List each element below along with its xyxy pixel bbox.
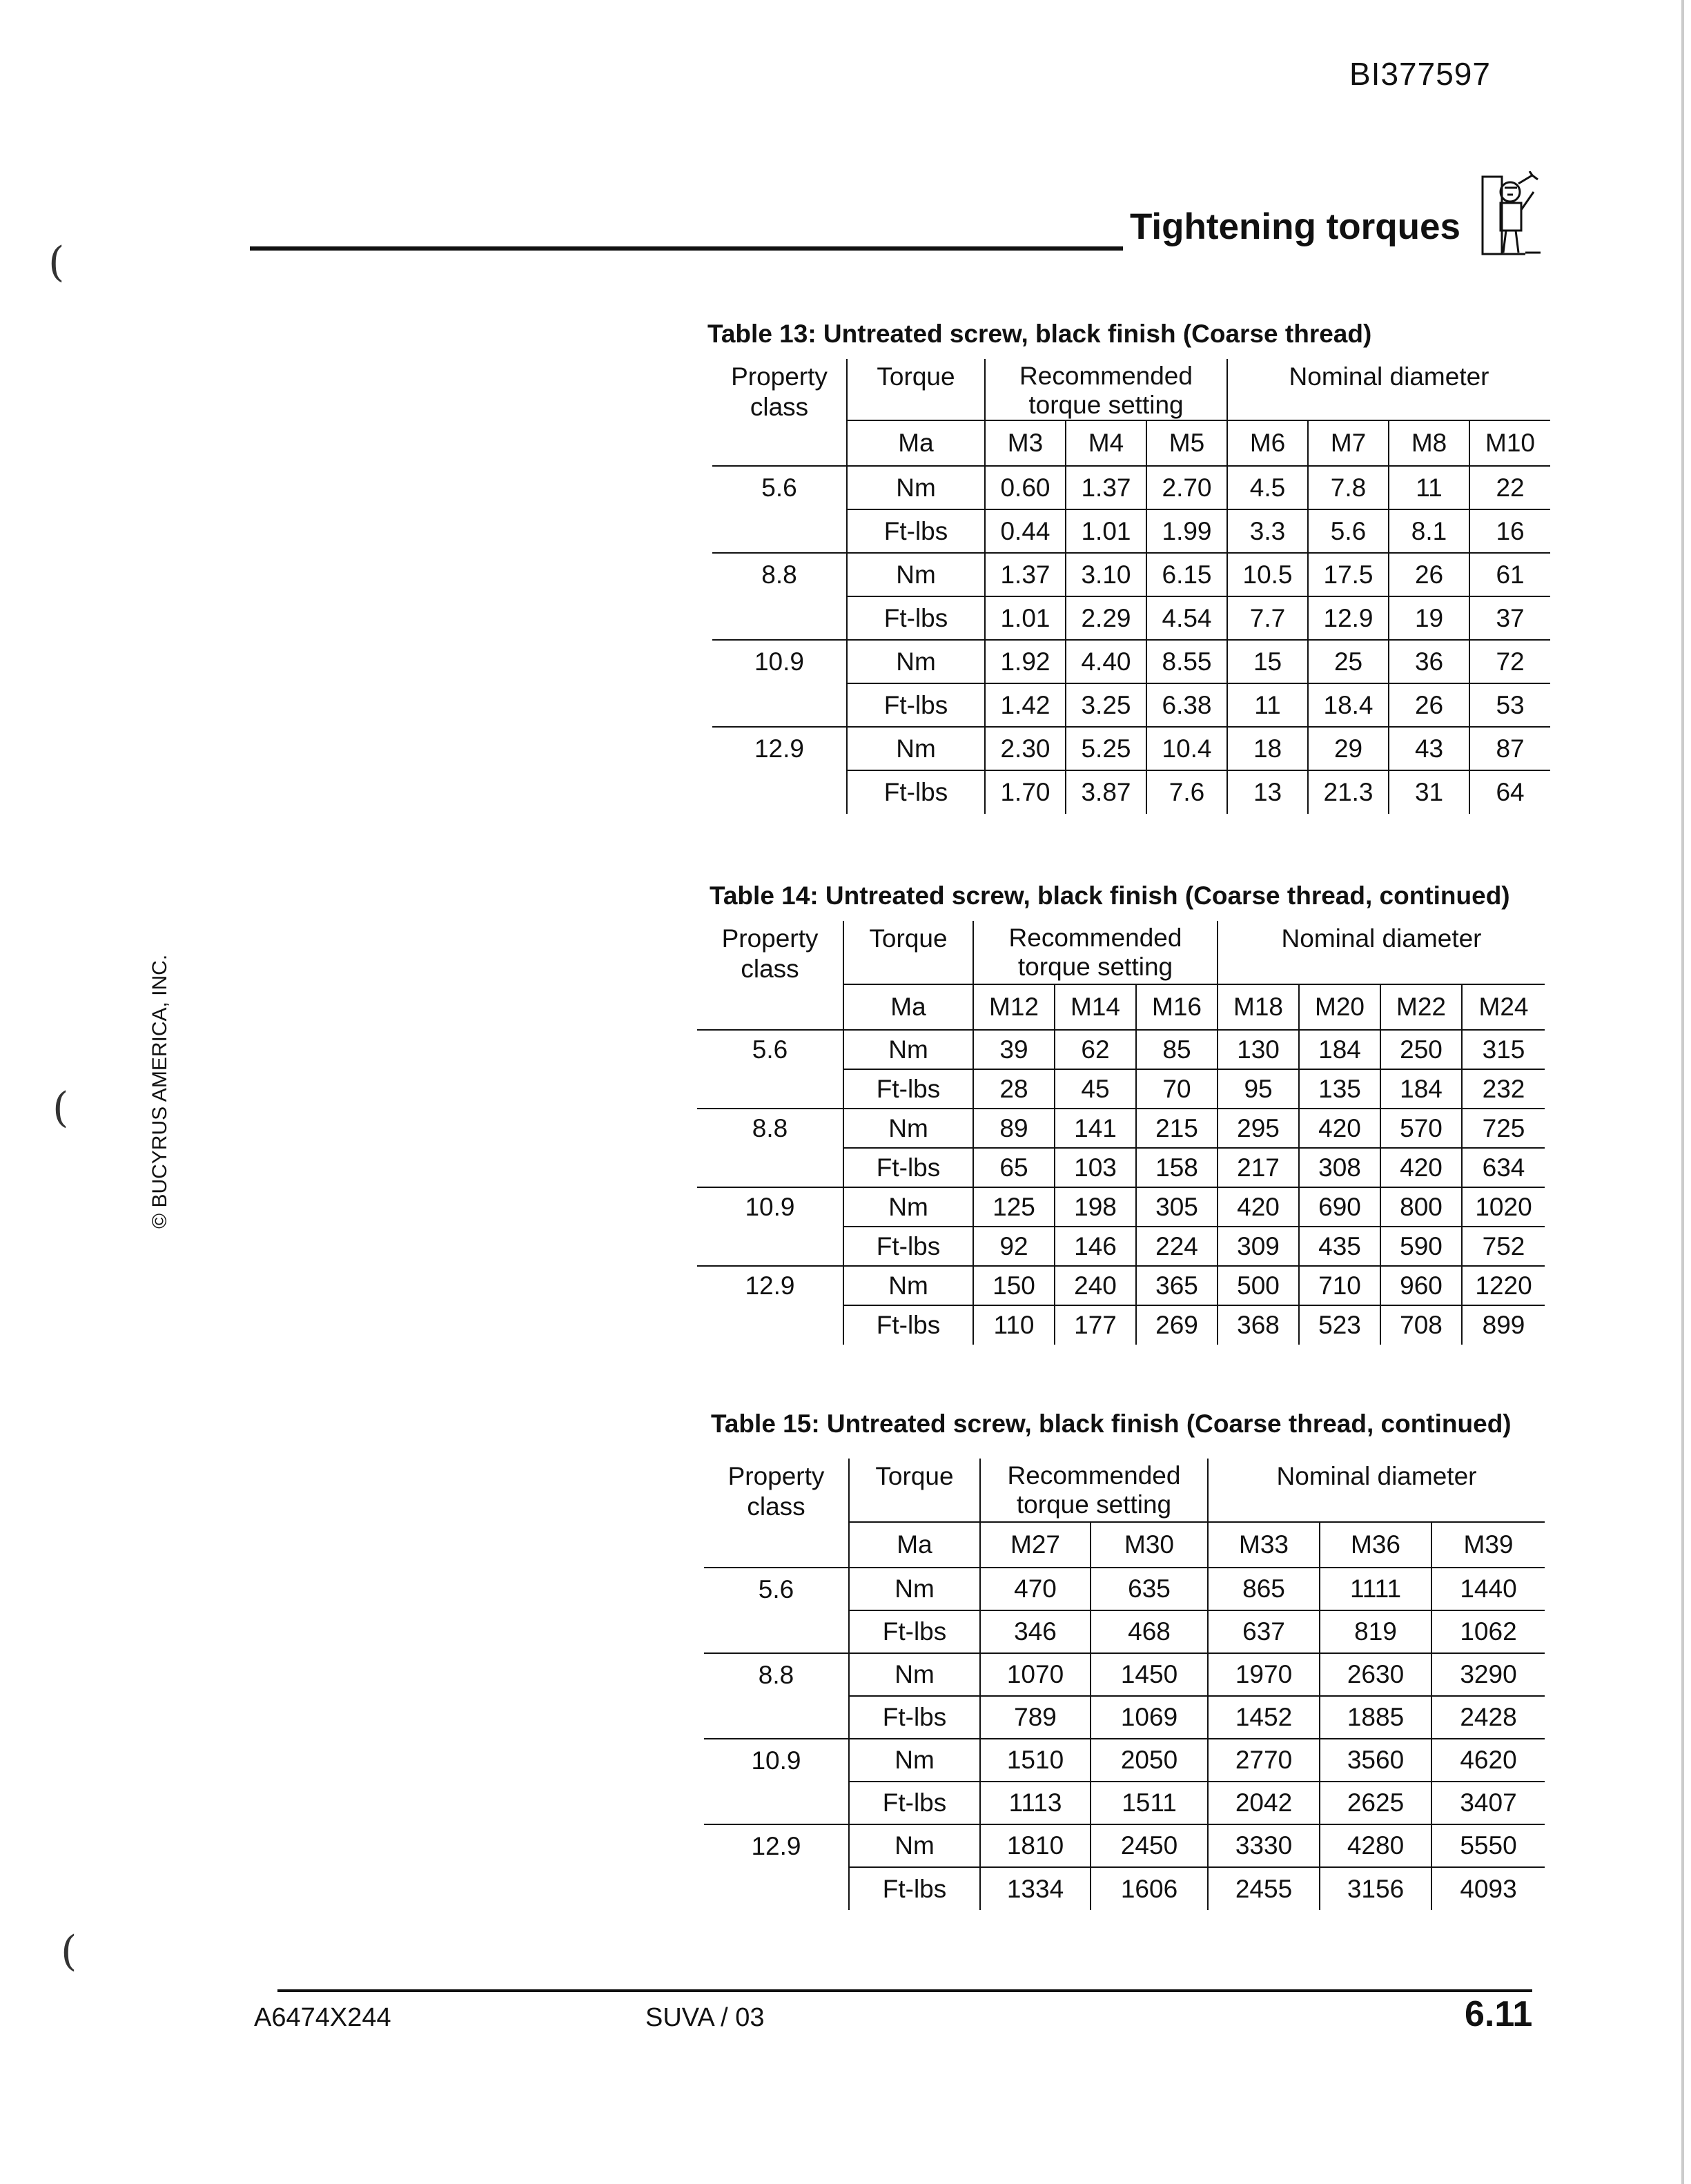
page-title: Tightening torques: [1130, 206, 1460, 247]
value-cell: 135: [1299, 1069, 1380, 1109]
value-cell: 85: [1136, 1030, 1218, 1069]
value-cell: 1.99: [1146, 509, 1227, 553]
value-cell: 250: [1380, 1030, 1462, 1069]
table-14: [697, 921, 1545, 1345]
recommended-torque-header: Recommended torque setting: [973, 921, 1218, 984]
unit-cell: Nm: [847, 640, 985, 683]
value-cell: 7.7: [1227, 596, 1308, 640]
value-cell: 61: [1469, 553, 1550, 596]
value-cell: 26: [1389, 683, 1469, 727]
value-cell: 637: [1208, 1610, 1320, 1653]
table-row: [712, 770, 1550, 814]
value-cell: 708: [1380, 1305, 1462, 1345]
torque-header: Torque: [843, 921, 973, 984]
value-cell: 1069: [1091, 1696, 1208, 1739]
size-header: M36: [1320, 1522, 1431, 1568]
value-cell: 37: [1469, 596, 1550, 640]
title-rule: [250, 246, 1123, 251]
value-cell: 3.87: [1066, 770, 1146, 814]
table-row: [704, 1867, 1545, 1910]
value-cell: 3330: [1208, 1824, 1320, 1867]
value-cell: 215: [1136, 1109, 1218, 1148]
unit-cell: Nm: [847, 727, 985, 770]
value-cell: 3.10: [1066, 553, 1146, 596]
value-cell: 125: [973, 1187, 1055, 1227]
value-cell: 470: [980, 1568, 1091, 1610]
table-15: [704, 1459, 1545, 1910]
table-15-caption: Table 15: Untreated screw, black finish (Coarse thread, continued): [711, 1410, 1512, 1438]
value-cell: 789: [980, 1696, 1091, 1739]
table-row: [697, 1305, 1545, 1345]
value-cell: 10.4: [1146, 727, 1227, 770]
value-cell: 87: [1469, 727, 1550, 770]
value-cell: 1440: [1431, 1568, 1545, 1610]
ma-header: Ma: [847, 420, 985, 466]
table-row: [704, 1824, 1545, 1867]
nominal-diameter-header: Nominal diameter: [1208, 1459, 1545, 1522]
property-class-cell: 12.9: [697, 1266, 843, 1305]
size-header: M7: [1308, 420, 1389, 466]
table-row: [712, 727, 1550, 770]
value-cell: 29: [1308, 727, 1389, 770]
property-class-cell: 12.9: [704, 1824, 849, 1867]
table-row: [712, 553, 1550, 596]
unit-cell: Nm: [843, 1109, 973, 1148]
value-cell: 4.54: [1146, 596, 1227, 640]
value-cell: 819: [1320, 1610, 1431, 1653]
value-cell: 2625: [1320, 1782, 1431, 1824]
value-cell: 346: [980, 1610, 1091, 1653]
value-cell: 1885: [1320, 1696, 1431, 1739]
torque-header: Torque: [847, 359, 985, 420]
property-class-cell: 10.9: [704, 1739, 849, 1782]
property-class-header: Property class: [712, 359, 847, 466]
margin-mark: (: [52, 1084, 69, 1132]
value-cell: 12.9: [1308, 596, 1389, 640]
size-header: M22: [1380, 984, 1462, 1030]
value-cell: 368: [1218, 1305, 1299, 1345]
unit-cell: Ft-lbs: [849, 1782, 980, 1824]
value-cell: 5550: [1431, 1824, 1545, 1867]
value-cell: 725: [1462, 1109, 1545, 1148]
unit-cell: Ft-lbs: [849, 1610, 980, 1653]
value-cell: 15: [1227, 640, 1308, 683]
table-row: [697, 1109, 1545, 1148]
value-cell: 21.3: [1308, 770, 1389, 814]
ma-header: Ma: [849, 1522, 980, 1568]
value-cell: 2042: [1208, 1782, 1320, 1824]
value-cell: 53: [1469, 683, 1550, 727]
value-cell: 635: [1091, 1568, 1208, 1610]
property-class-cell: 8.8: [712, 553, 847, 596]
value-cell: 2.29: [1066, 596, 1146, 640]
size-header: M18: [1218, 984, 1299, 1030]
table-row: [712, 509, 1550, 553]
value-cell: 31: [1389, 770, 1469, 814]
value-cell: 7.6: [1146, 770, 1227, 814]
value-cell: 7.8: [1308, 466, 1389, 509]
value-cell: 2050: [1091, 1739, 1208, 1782]
table-row: [712, 466, 1550, 509]
margin-mark: (: [48, 238, 65, 286]
value-cell: 2630: [1320, 1653, 1431, 1696]
value-cell: 130: [1218, 1030, 1299, 1069]
value-cell: 177: [1055, 1305, 1136, 1345]
value-cell: 435: [1299, 1227, 1380, 1266]
value-cell: 64: [1496, 778, 1525, 806]
value-cell: 1970: [1208, 1653, 1320, 1696]
value-cell: 2.30: [985, 727, 1066, 770]
value-cell: 240: [1055, 1266, 1136, 1305]
value-cell: 1.92: [985, 640, 1066, 683]
value-cell: 8.1: [1389, 509, 1469, 553]
value-cell: 1450: [1091, 1653, 1208, 1696]
table-row: [712, 683, 1550, 727]
value-cell: 1.37: [985, 553, 1066, 596]
value-cell: 72: [1469, 640, 1550, 683]
table-14-caption: Table 14: Untreated screw, black finish (Coarse thread, continued): [710, 881, 1510, 910]
property-class-cell: 5.6: [712, 466, 847, 509]
value-cell: 217: [1218, 1148, 1299, 1187]
value-cell: 11: [1227, 683, 1308, 727]
value-cell: 1062: [1431, 1610, 1545, 1653]
value-cell: 1.42: [985, 683, 1066, 727]
value-cell: 1452: [1208, 1696, 1320, 1739]
value-cell: 1111: [1320, 1568, 1431, 1610]
value-cell: 5.25: [1066, 727, 1146, 770]
value-cell: 0.44: [985, 509, 1066, 553]
unit-cell: Nm: [843, 1030, 973, 1069]
unit-cell: Nm: [849, 1653, 980, 1696]
value-cell: 365: [1136, 1266, 1218, 1305]
table-row: [704, 1739, 1545, 1782]
size-header: M8: [1389, 420, 1469, 466]
value-cell: 690: [1299, 1187, 1380, 1227]
torque-header: Torque: [849, 1459, 980, 1522]
value-cell: 4.5: [1227, 466, 1308, 509]
value-cell: 899: [1482, 1311, 1525, 1339]
value-cell: 6.15: [1146, 553, 1227, 596]
nominal-diameter-header: Nominal diameter: [1227, 359, 1550, 420]
value-cell: 17.5: [1308, 553, 1389, 596]
property-class-cell: [712, 509, 847, 553]
value-cell: 232: [1462, 1069, 1545, 1109]
value-cell: 3.25: [1066, 683, 1146, 727]
value-cell: 22: [1469, 466, 1550, 509]
property-class-cell: 5.6: [697, 1030, 843, 1069]
value-cell: 960: [1380, 1266, 1462, 1305]
page-edge: [1681, 0, 1684, 2184]
value-cell: 65: [973, 1148, 1055, 1187]
property-class-cell: [712, 770, 847, 814]
value-cell: 110: [973, 1305, 1055, 1345]
unit-cell: Ft-lbs: [843, 1148, 973, 1187]
value-cell: 43: [1389, 727, 1469, 770]
value-cell: 2.70: [1146, 466, 1227, 509]
value-cell: 1070: [980, 1653, 1091, 1696]
table-row: [697, 1030, 1545, 1069]
table-row: [697, 1227, 1545, 1266]
value-cell: 590: [1380, 1227, 1462, 1266]
value-cell: 158: [1136, 1148, 1218, 1187]
value-cell: 3407: [1431, 1782, 1545, 1824]
size-header: M10: [1469, 420, 1550, 466]
size-header: M39: [1431, 1522, 1545, 1568]
value-cell: 2450: [1091, 1824, 1208, 1867]
table-row: [704, 1653, 1545, 1696]
property-class-cell: 8.8: [697, 1109, 843, 1148]
value-cell: 752: [1462, 1227, 1545, 1266]
ma-header: Ma: [843, 984, 973, 1030]
table-row: [704, 1610, 1545, 1653]
document-number: BI377597: [1349, 56, 1491, 92]
unit-cell: Nm: [847, 466, 985, 509]
unit-cell: Nm: [843, 1187, 973, 1227]
value-cell: 95: [1218, 1069, 1299, 1109]
unit-cell: Ft-lbs: [849, 1696, 980, 1739]
value-cell: 4620: [1431, 1739, 1545, 1782]
value-cell: 710: [1299, 1266, 1380, 1305]
size-header: M16: [1136, 984, 1218, 1030]
size-header: M6: [1227, 420, 1308, 466]
value-cell: 89: [973, 1109, 1055, 1148]
value-cell: 0.60: [985, 466, 1066, 509]
value-cell: 10.5: [1227, 553, 1308, 596]
property-class-cell: [697, 1069, 843, 1109]
value-cell: 3.3: [1227, 509, 1308, 553]
table-row: [697, 1266, 1545, 1305]
value-cell: 523: [1299, 1305, 1380, 1345]
value-cell: 28: [973, 1069, 1055, 1109]
footer-rule: [277, 1989, 1532, 1992]
table-row: [704, 1568, 1545, 1610]
value-cell: 70: [1136, 1069, 1218, 1109]
unit-cell: Ft-lbs: [847, 683, 985, 727]
footer-source: SUVA / 03: [645, 2003, 765, 2032]
value-cell: 308: [1299, 1148, 1380, 1187]
value-cell: 18.4: [1308, 683, 1389, 727]
value-cell: 634: [1462, 1148, 1545, 1187]
unit-cell: Ft-lbs: [843, 1305, 973, 1345]
value-cell: 4093: [1460, 1874, 1517, 1903]
value-cell: 3156: [1320, 1867, 1431, 1910]
value-cell: 103: [1055, 1148, 1136, 1187]
property-class-cell: [697, 1148, 843, 1187]
value-cell: 224: [1136, 1227, 1218, 1266]
size-header: M5: [1146, 420, 1227, 466]
unit-cell: Ft-lbs: [847, 509, 985, 553]
value-cell: 800: [1380, 1187, 1462, 1227]
margin-mark: (: [61, 1927, 77, 1976]
value-cell: 5.6: [1308, 509, 1389, 553]
value-cell: 36: [1389, 640, 1469, 683]
mechanic-with-wrench-icon: [1477, 171, 1543, 261]
value-cell: 3290: [1431, 1653, 1545, 1696]
size-header: M27: [980, 1522, 1091, 1568]
unit-cell: Nm: [849, 1739, 980, 1782]
value-cell: 1.01: [1066, 509, 1146, 553]
value-cell: 500: [1218, 1266, 1299, 1305]
unit-cell: Ft-lbs: [843, 1069, 973, 1109]
value-cell: 62: [1055, 1030, 1136, 1069]
table-13-caption: Table 13: Untreated screw, black finish (Coarse thread): [707, 320, 1372, 348]
unit-cell: Nm: [843, 1266, 973, 1305]
unit-cell: Nm: [849, 1824, 980, 1867]
value-cell: 269: [1136, 1305, 1218, 1345]
size-header: M14: [1055, 984, 1136, 1030]
value-cell: 184: [1299, 1030, 1380, 1069]
value-cell: 19: [1389, 596, 1469, 640]
value-cell: 198: [1055, 1187, 1136, 1227]
value-cell: 315: [1462, 1030, 1545, 1069]
value-cell: 2455: [1208, 1867, 1320, 1910]
value-cell: 1606: [1091, 1867, 1208, 1910]
size-header: M20: [1299, 984, 1380, 1030]
value-cell: 4280: [1320, 1824, 1431, 1867]
unit-cell: Ft-lbs: [847, 770, 985, 814]
table-row: [712, 596, 1550, 640]
value-cell: 11: [1389, 466, 1469, 509]
value-cell: 6.38: [1146, 683, 1227, 727]
value-cell: 92: [973, 1227, 1055, 1266]
value-cell: 1810: [980, 1824, 1091, 1867]
value-cell: 25: [1308, 640, 1389, 683]
property-class-header: Property class: [704, 1459, 849, 1568]
value-cell: 1.37: [1066, 466, 1146, 509]
property-class-cell: [697, 1305, 843, 1345]
size-header: M4: [1066, 420, 1146, 466]
value-cell: 184: [1380, 1069, 1462, 1109]
table-row: [704, 1782, 1545, 1824]
property-class-header: Property class: [697, 921, 843, 1030]
size-header: M12: [973, 984, 1055, 1030]
value-cell: 2770: [1208, 1739, 1320, 1782]
size-header: M24: [1462, 984, 1545, 1030]
value-cell: 570: [1380, 1109, 1462, 1148]
property-class-cell: 5.6: [704, 1568, 849, 1610]
property-class-cell: [697, 1227, 843, 1266]
value-cell: 26: [1389, 553, 1469, 596]
footer-doc-code: A6474X244: [254, 2003, 391, 2032]
value-cell: 1511: [1091, 1782, 1208, 1824]
value-cell: 18: [1227, 727, 1308, 770]
size-header: M30: [1091, 1522, 1208, 1568]
property-class-cell: 10.9: [712, 640, 847, 683]
property-class-cell: [712, 683, 847, 727]
unit-cell: Nm: [849, 1568, 980, 1610]
value-cell: 3560: [1320, 1739, 1431, 1782]
property-class-cell: [712, 596, 847, 640]
value-cell: 1220: [1462, 1266, 1545, 1305]
unit-cell: Ft-lbs: [843, 1227, 973, 1266]
recommended-torque-header: Recommended torque setting: [985, 359, 1227, 420]
value-cell: 295: [1218, 1109, 1299, 1148]
property-class-cell: [704, 1696, 849, 1739]
table-row: [697, 1187, 1545, 1227]
table-row: [712, 640, 1550, 683]
property-class-cell: [704, 1782, 849, 1824]
value-cell: 309: [1218, 1227, 1299, 1266]
value-cell: 141: [1055, 1109, 1136, 1148]
property-class-cell: [704, 1610, 849, 1653]
copyright-notice: © BUCYRUS AMERICA, INC.: [148, 954, 171, 1229]
value-cell: 150: [973, 1266, 1055, 1305]
value-cell: 16: [1469, 509, 1550, 553]
value-cell: 1.01: [985, 596, 1066, 640]
property-class-cell: 12.9: [712, 727, 847, 770]
value-cell: 420: [1380, 1148, 1462, 1187]
value-cell: 39: [973, 1030, 1055, 1069]
value-cell: 45: [1055, 1069, 1136, 1109]
value-cell: 420: [1299, 1109, 1380, 1148]
value-cell: 8.55: [1146, 640, 1227, 683]
value-cell: 865: [1208, 1568, 1320, 1610]
unit-cell: Ft-lbs: [847, 596, 985, 640]
value-cell: 305: [1136, 1187, 1218, 1227]
unit-cell: Ft-lbs: [849, 1867, 980, 1910]
value-cell: 1510: [980, 1739, 1091, 1782]
value-cell: 1.70: [985, 770, 1066, 814]
table-row: [704, 1696, 1545, 1739]
value-cell: 13: [1227, 770, 1308, 814]
value-cell: 1113: [980, 1782, 1091, 1824]
value-cell: 4.40: [1066, 640, 1146, 683]
size-header: M3: [985, 420, 1066, 466]
value-cell: 146: [1055, 1227, 1136, 1266]
property-class-cell: 10.9: [697, 1187, 843, 1227]
property-class-cell: 8.8: [704, 1653, 849, 1696]
property-class-cell: [704, 1867, 849, 1910]
page-number: 6.11: [1465, 1994, 1533, 2034]
size-header: M33: [1208, 1522, 1320, 1568]
value-cell: 1020: [1462, 1187, 1545, 1227]
value-cell: 420: [1218, 1187, 1299, 1227]
value-cell: 468: [1091, 1610, 1208, 1653]
table-row: [697, 1148, 1545, 1187]
table-row: [697, 1069, 1545, 1109]
value-cell: 2428: [1431, 1696, 1545, 1739]
nominal-diameter-header: Nominal diameter: [1218, 921, 1545, 984]
value-cell: 1334: [980, 1867, 1091, 1910]
recommended-torque-header: Recommended torque setting: [980, 1459, 1208, 1522]
unit-cell: Nm: [847, 553, 985, 596]
table-13: [712, 359, 1550, 814]
